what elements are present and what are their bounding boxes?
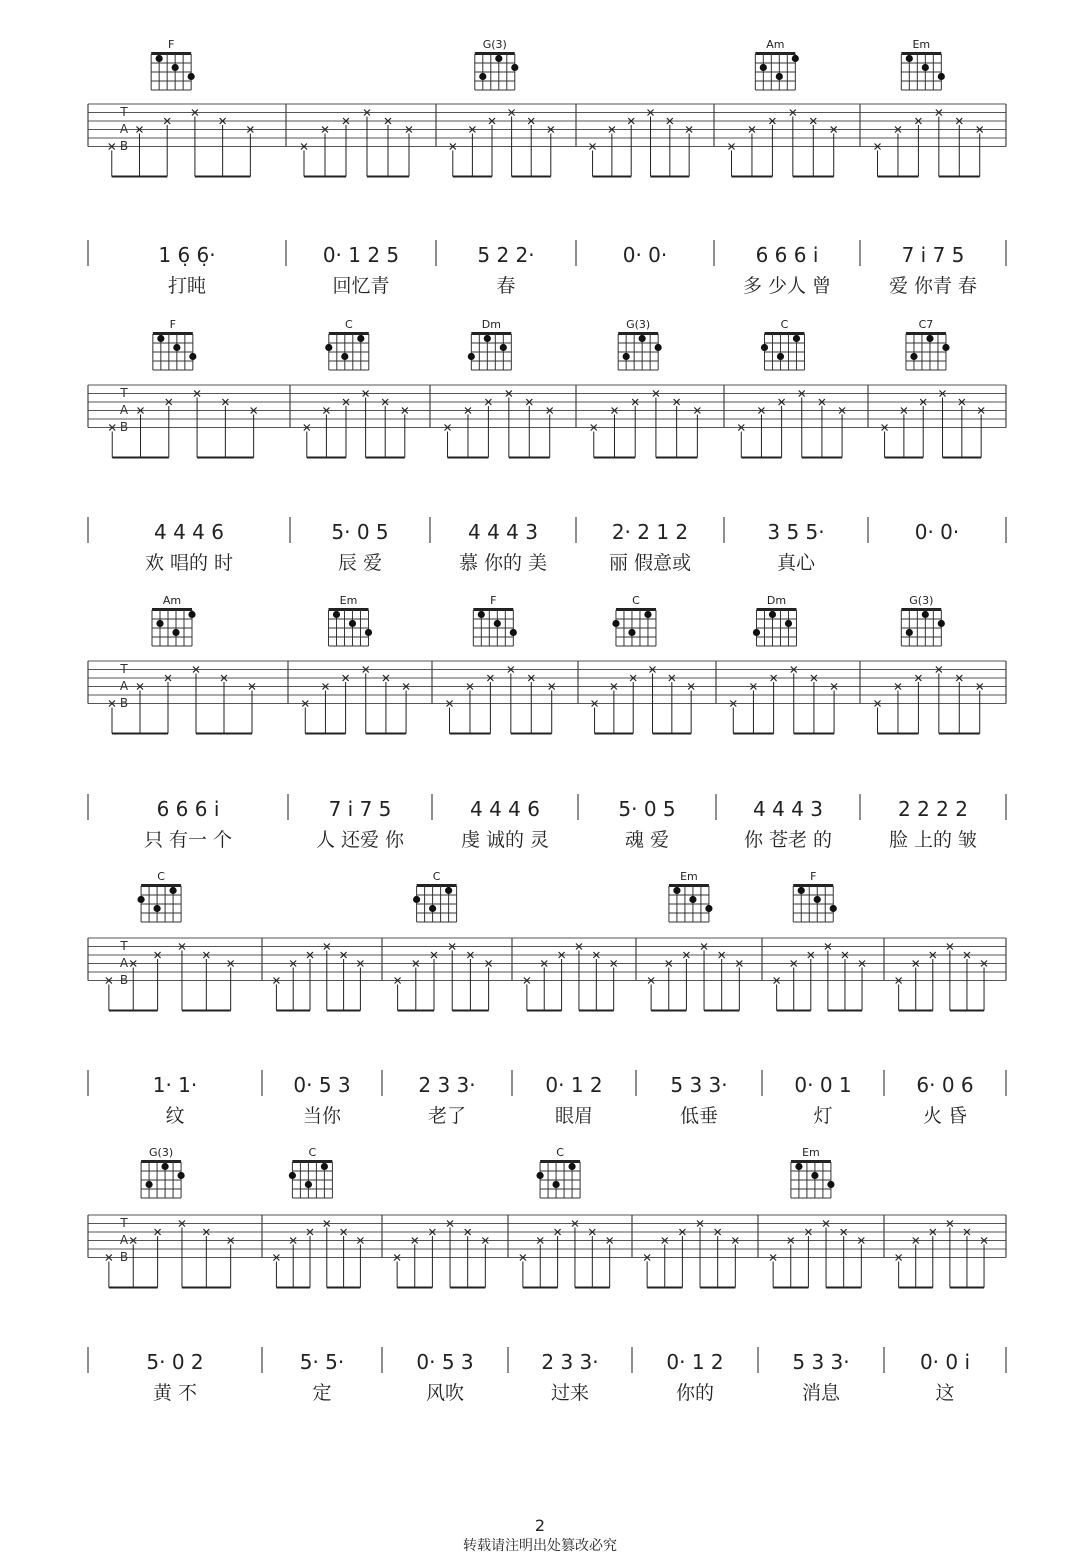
jianpu-notation: 7 i 7 5 [901, 243, 965, 267]
jianpu-notation: 4 4 4 3 [468, 520, 538, 544]
lyric-text: 爱 你青 春 [888, 275, 978, 297]
finger-dot [357, 335, 364, 342]
tab-clef-letter: B [119, 696, 129, 710]
chord-diagram-em [328, 594, 372, 646]
lyric-text: 虔 诚的 灵 [460, 829, 550, 851]
tab-clef-letter: B [119, 973, 129, 987]
finger-dot [926, 335, 933, 342]
lyric-text: 魂 爱 [624, 829, 670, 851]
finger-dot [785, 620, 792, 627]
lyric-text: 人 还爱 你 [315, 829, 405, 851]
jianpu-notation: 1 6̣ 6̣· [158, 243, 216, 267]
page-number: 2 [534, 1516, 546, 1535]
jianpu-notation: 0· 0 i [919, 1350, 971, 1374]
lyric-text: 黄 不 [152, 1382, 198, 1404]
chord-name: F [169, 318, 177, 331]
lyric-text: 风吹 [425, 1382, 465, 1404]
lyric-text: 只 有一 个 [143, 829, 233, 851]
system-3 [88, 594, 1006, 851]
chord-name: C7 [918, 318, 934, 331]
chord-diagram-dm [468, 318, 512, 370]
finger-dot [910, 353, 917, 360]
tab-clef-letter: B [119, 139, 129, 153]
finger-dot [922, 611, 929, 618]
chord-diagram-f [151, 38, 195, 90]
jianpu-notation: 0· 1 2 [666, 1350, 724, 1374]
finger-dot [689, 896, 696, 903]
finger-dot [761, 344, 768, 351]
chord-diagram-em [901, 38, 945, 90]
jianpu-notation: 4 4 4 6 [470, 797, 540, 821]
tab-clef-letter: T [120, 662, 128, 676]
chord-name: G(3) [909, 594, 934, 607]
lyric-text: 过来 [550, 1382, 590, 1404]
jianpu-notation: 6· 0 6 [916, 1073, 974, 1097]
lyric-text: 打盹 [167, 275, 207, 297]
finger-dot [655, 344, 662, 351]
finger-dot [494, 620, 501, 627]
jianpu-notation: 0· 0 1 [794, 1073, 852, 1097]
finger-dot [500, 344, 507, 351]
tab-clef-letter: B [119, 420, 129, 434]
lyric-text: 欢 唱的 时 [144, 552, 234, 574]
finger-dot [177, 1172, 184, 1179]
chord-diagram-g3 [618, 318, 662, 370]
chord-diagram-g3 [901, 594, 945, 646]
chord-name: C [432, 870, 441, 883]
tab-clef-letter: T [120, 105, 128, 119]
chord-diagram-c7 [906, 318, 950, 370]
finger-dot [536, 1172, 543, 1179]
finger-dot [753, 629, 760, 636]
chord-diagram-am [152, 594, 196, 646]
chord-diagram-c [413, 870, 457, 922]
chord-name: G(3) [626, 318, 651, 331]
chord-name: Em [912, 38, 931, 51]
chord-name: Em [680, 870, 698, 883]
jianpu-notation: 5 3 3· [670, 1073, 728, 1097]
jianpu-notation: 0· 1 2 5 [322, 243, 400, 267]
finger-dot [827, 1181, 834, 1188]
finger-dot [552, 1181, 559, 1188]
finger-dot [639, 335, 646, 342]
chord-diagram-c [612, 594, 656, 646]
lyric-text: 多 少人 曾 [742, 275, 832, 297]
jianpu-notation: 2 2 2 2 [898, 797, 968, 821]
tab-clef-letter: T [120, 939, 128, 953]
chord-diagram-em [791, 1146, 835, 1198]
chord-name: F [167, 38, 175, 51]
finger-dot [478, 611, 485, 618]
chord-diagram-f [153, 318, 197, 370]
chord-name: F [810, 870, 817, 883]
chord-name: Am [162, 594, 182, 607]
jianpu-notation: 2 3 3· [418, 1073, 476, 1097]
jianpu-notation: 7 i 7 5 [328, 797, 392, 821]
finger-dot [795, 1163, 802, 1170]
finger-dot [484, 335, 491, 342]
lyric-text: 老了 [427, 1105, 467, 1127]
finger-dot [612, 620, 619, 627]
lyric-text: 低垂 [679, 1105, 719, 1127]
jianpu-notation: 5· 0 5 [618, 797, 676, 821]
finger-dot [325, 344, 332, 351]
jianpu-notation: 4 4 4 6 [154, 520, 224, 544]
tab-clef-letter: A [119, 679, 129, 693]
finger-dot [341, 353, 348, 360]
finger-dot [156, 55, 163, 62]
lyric-text: 消息 [801, 1382, 841, 1404]
finger-dot [468, 353, 475, 360]
system-1 [88, 38, 1006, 297]
finger-dot [623, 353, 630, 360]
jianpu-notation: 5· 0 5 [331, 520, 389, 544]
chord-name: Dm [766, 594, 787, 607]
finger-dot [568, 1163, 575, 1170]
system-4 [88, 870, 1006, 1127]
chord-name: G(3) [149, 1146, 174, 1159]
lyric-text: 春 [496, 275, 516, 297]
jianpu-notation: 2· 2 1 2 [611, 520, 689, 544]
jianpu-notation: 5· 0 2 [146, 1350, 204, 1374]
tab-clef-letter: A [119, 403, 129, 417]
tab-clef-letter: T [120, 1216, 128, 1230]
finger-dot [510, 629, 517, 636]
tab-clef-letter: A [119, 956, 129, 970]
chord-diagram-c [137, 870, 181, 922]
chord-diagram-c [761, 318, 805, 370]
lyric-text: 你的 [675, 1382, 715, 1404]
system-5 [88, 1146, 1006, 1404]
lyric-text: 眼眉 [554, 1105, 594, 1127]
finger-dot [445, 887, 452, 894]
chord-diagram-dm [753, 594, 797, 646]
finger-dot [321, 1163, 328, 1170]
copyright-footer: 转载请注明出处篡改必究 [463, 1538, 617, 1554]
finger-dot [289, 1172, 296, 1179]
tab-clef-letter: A [119, 1233, 129, 1247]
finger-dot [814, 896, 821, 903]
jianpu-notation: 0· 0· [914, 520, 960, 544]
jianpu-notation: 2 3 3· [541, 1350, 599, 1374]
finger-dot [906, 55, 913, 62]
finger-dot [511, 64, 518, 71]
chord-name: C [780, 318, 789, 331]
tab-clef-letter: T [120, 386, 128, 400]
lyric-text: 辰 爱 [337, 552, 383, 574]
jianpu-notation: 3 5 5· [767, 520, 825, 544]
chord-name: Em [339, 594, 358, 607]
finger-dot [793, 335, 800, 342]
finger-dot [760, 64, 767, 71]
jianpu-notation: 5 2 2· [477, 243, 535, 267]
chord-name: C [308, 1146, 317, 1159]
lyric-text: 定 [312, 1382, 332, 1404]
lyric-text: 你 苍老 的 [743, 829, 833, 851]
finger-dot [161, 1163, 168, 1170]
chord-name: C [632, 594, 640, 607]
finger-dot [922, 64, 929, 71]
finger-dot [173, 344, 180, 351]
finger-dot [156, 620, 163, 627]
finger-dot [153, 905, 160, 912]
chord-name: C [344, 318, 353, 331]
chord-name: Am [766, 38, 785, 51]
finger-dot [137, 896, 144, 903]
finger-dot [188, 73, 195, 80]
finger-dot [811, 1172, 818, 1179]
finger-dot [673, 887, 680, 894]
finger-dot [413, 896, 420, 903]
finger-dot [333, 611, 340, 618]
finger-dot [628, 629, 635, 636]
lyric-text: 慕 你的 美 [458, 552, 548, 574]
jianpu-notation: 5 3 3· [792, 1350, 850, 1374]
lyric-text: 丽 假意或 [608, 552, 692, 574]
chord-diagram-g3 [475, 38, 519, 90]
finger-dot [705, 905, 712, 912]
chord-diagram-am [755, 38, 799, 90]
finger-dot [188, 611, 195, 618]
chord-diagram-f [793, 870, 837, 922]
chord-diagram-em [669, 870, 713, 922]
finger-dot [172, 64, 179, 71]
finger-dot [792, 55, 799, 62]
jianpu-notation: 5· 5· [299, 1350, 345, 1374]
finger-dot [365, 629, 372, 636]
chord-diagram-f [473, 594, 517, 646]
lyric-text: 这 [935, 1382, 955, 1404]
jianpu-notation: 0· 0· [622, 243, 668, 267]
finger-dot [769, 611, 776, 618]
lyric-text: 当你 [302, 1105, 342, 1127]
lyric-text: 火 昏 [922, 1105, 968, 1127]
jianpu-notation: 0· 5 3 [416, 1350, 474, 1374]
finger-dot [305, 1181, 312, 1188]
finger-dot [938, 73, 945, 80]
finger-dot [938, 620, 945, 627]
lyric-text: 纹 [165, 1105, 185, 1127]
finger-dot [776, 73, 783, 80]
finger-dot [495, 55, 502, 62]
finger-dot [157, 335, 164, 342]
finger-dot [644, 611, 651, 618]
jianpu-notation: 0· 1 2 [545, 1073, 603, 1097]
finger-dot [479, 73, 486, 80]
chord-diagram-c [289, 1146, 333, 1198]
jianpu-notation: 0· 5 3 [293, 1073, 351, 1097]
chord-name: Em [802, 1146, 820, 1159]
lyric-text: 脸 上的 皱 [888, 829, 978, 851]
finger-dot [906, 629, 913, 636]
finger-dot [798, 887, 805, 894]
jianpu-notation: 1· 1· [152, 1073, 198, 1097]
chord-name: F [490, 594, 497, 607]
finger-dot [429, 905, 436, 912]
chord-name: G(3) [482, 38, 507, 51]
chord-diagram-c [536, 1146, 580, 1198]
finger-dot [169, 887, 176, 894]
finger-dot [145, 1181, 152, 1188]
lyric-text: 回忆青 [332, 275, 390, 297]
finger-dot [349, 620, 356, 627]
tab-clef-letter: A [119, 122, 129, 136]
lyric-text: 真心 [776, 552, 816, 574]
chord-name: C [157, 870, 165, 883]
jianpu-notation: 6 6 6 i [755, 243, 819, 267]
finger-dot [777, 353, 784, 360]
finger-dot [189, 353, 196, 360]
chord-name: Dm [481, 318, 501, 331]
chord-diagram-g3 [141, 1146, 185, 1198]
chord-diagram-c [325, 318, 369, 370]
lyric-text: 灯 [813, 1105, 833, 1127]
jianpu-notation: 6 6 6 i [156, 797, 220, 821]
jianpu-notation: 4 4 4 3 [753, 797, 823, 821]
tab-clef-letter: B [119, 1250, 129, 1264]
finger-dot [830, 905, 837, 912]
finger-dot [942, 344, 949, 351]
finger-dot [172, 629, 179, 636]
system-2 [88, 318, 1006, 574]
chord-name: C [556, 1146, 564, 1159]
